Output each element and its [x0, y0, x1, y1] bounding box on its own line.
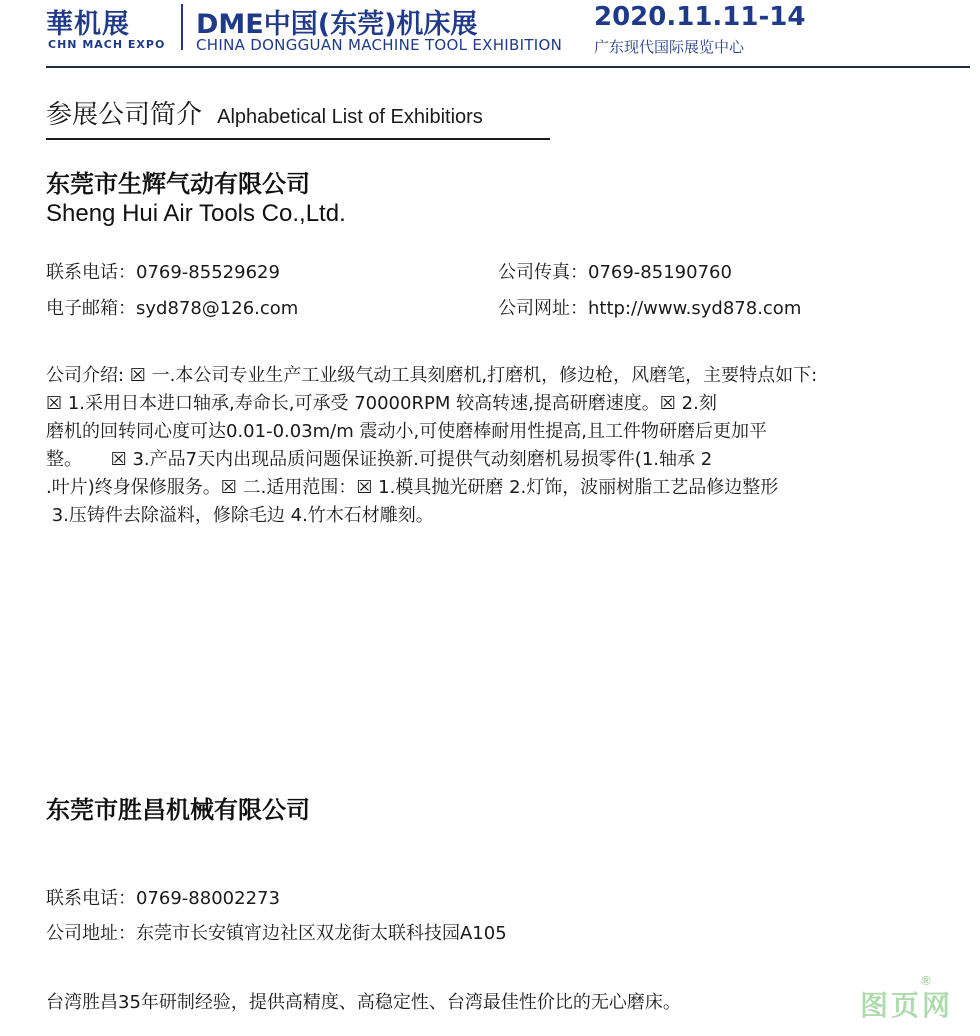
- contact-fax: 公司传真：0769-85190760: [498, 262, 732, 283]
- description-line: 公司介绍: ☒ 一.本公司专业生产工业级气动工具刻磨机,打磨机，修边枪，风磨笔，主要特点如下:: [46, 365, 818, 386]
- description-line: 整。 ☒ 3.产品7天内出现品质问题保证换新.可提供气动刻磨机易损零件(1.轴承 2: [46, 449, 713, 470]
- description-line: .叶片)终身保修服务。☒ 二.适用范围：☒ 1.模具抛光研磨 2.灯饰，波丽树脂工艺品修边整形: [46, 477, 779, 498]
- company-website: 公司网址：http://www.syd878.com: [498, 298, 802, 319]
- company-description: 台湾胜昌35年研制经验，提供高精度、高稳定性、台湾最佳性价比的无心磨床。: [46, 992, 681, 1013]
- expo-header: [46, 0, 970, 68]
- company-description: [46, 362, 906, 530]
- expo-logo: 華机展: [46, 9, 130, 40]
- exhibition-brand: DME中国(东莞)机床展: [196, 9, 478, 40]
- header-divider: [181, 4, 183, 50]
- company-name-en: Sheng Hui Air Tools Co.,Ltd.: [46, 200, 346, 227]
- exhibition-date: 2020.11.11-14: [594, 2, 806, 32]
- registered-mark-icon: ®: [920, 974, 932, 988]
- exhibition-venue: 广东现代国际展览中心: [594, 38, 745, 56]
- exhibition-brand-en: CHINA DONGGUAN MACHINE TOOL EXHIBITION: [196, 36, 563, 54]
- contact-phone: 联系电话：0769-85529629: [46, 262, 280, 283]
- company-address: 公司地址：东莞市长安镇宵边社区双龙街太联科技园A105: [46, 923, 507, 944]
- section-title-en: Alphabetical List of Exhibitiors: [217, 106, 483, 128]
- contact-email: 电子邮箱：syd878@126.com: [46, 298, 299, 319]
- description-line: 3.压铸件去除溢料，修除毛边 4.竹木石材雕刻。: [46, 505, 434, 526]
- watermark-logo: 图页网: [860, 989, 954, 1022]
- company-name: 东莞市生辉气动有限公司: [46, 170, 310, 198]
- contact-phone: 联系电话：0769-88002273: [46, 888, 280, 909]
- expo-logo-en: CHN MACH EXPO: [48, 38, 166, 51]
- company-name: 东莞市胜昌机械有限公司: [46, 796, 310, 824]
- description-line: ☒ 1.采用日本进口轴承,寿命长,可承受 70000RPM 较高转速,提高研磨速度。☒ 2.刻: [46, 393, 717, 414]
- section-title-cn: 参展公司简介: [46, 100, 203, 130]
- section-title: [46, 94, 550, 140]
- description-line: 磨机的回转同心度可达0.01-0.03m/m 震动小,可使磨棒耐用性提高,且工件物研磨后更加平: [46, 421, 767, 442]
